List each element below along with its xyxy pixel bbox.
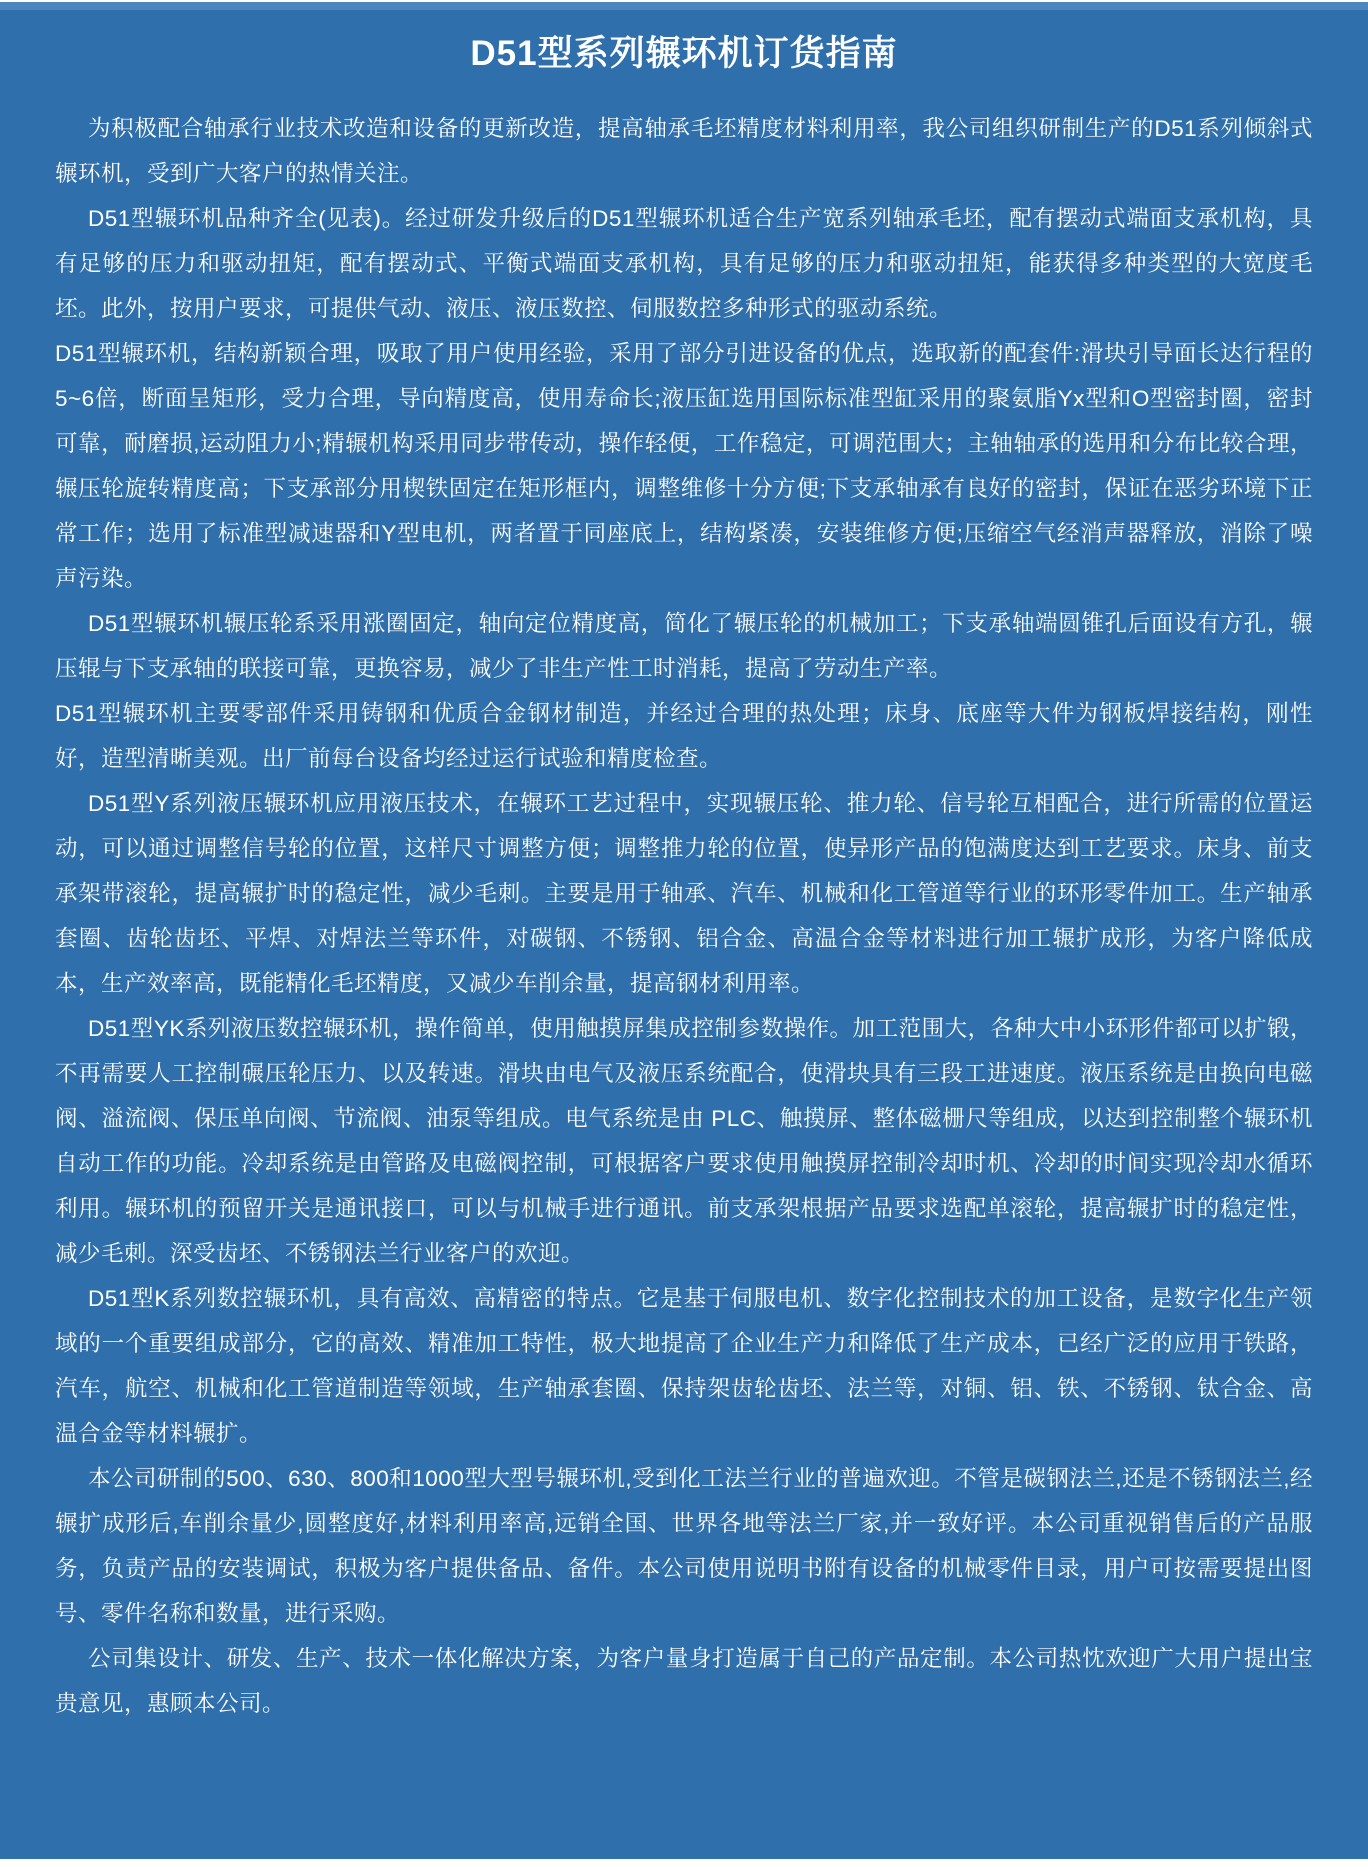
paragraph-yk-series: D51型YK系列液压数控辗环机，操作简单，使用触摸屏集成控制参数操作。加工范围大，各种大中小环形件都可以扩锻，不再需要人工控制碾压轮压力、以及转速。滑块由电气及液压系统配合，使滑块具有三段工进速度。液压系统是由换向电磁阀、溢流阀、保压单向阀、节流阀、油泵等组成。电气系统是由 PLC、触摸屏、整体磁栅尺等组成，以达到控制整个辗环机自动工作的功能。冷却系统是由管路及电磁阀控制，可根据客户要求使用触摸屏控制冷却时机、冷却的时间实现冷却水循环利用。辗环机的预留开关是通讯接口，可以与机械手进行通讯。前支承架根据产品要求选配单滚轮，提高辗扩时的稳定性，减少毛刺。深受齿坯、不锈钢法兰行业客户的欢迎。 <box>55 1016 1313 1266</box>
content-sheet <box>0 2 1368 1859</box>
page-title: D51型系列辗环机订货指南 <box>470 34 898 73</box>
top-accent-band <box>0 2 1368 10</box>
paragraph-product-range: D51型辗环机品种齐全(见表)。经过研发升级后的D51型辗环机适合生产宽系列轴承毛坯，配有摆动式端面支承机构，具有足够的压力和驱动扭矩，配有摆动式、平衡式端面支承机构，具有足够的压力和驱动扭矩，能获得多种类型的大宽度毛坯。此外，按用户要求，可提供气动、液压、液压数控、伺服数控多种形式的驱动系统。 <box>55 206 1313 321</box>
paragraph-k-series: D51型K系列数控辗环机，具有高效、高精密的特点。它是基于伺服电机、数字化控制技术的加工设备，是数字化生产领域的一个重要组成部分，它的高效、精准加工特性，极大地提高了企业生产力和降低了生产成本，已经广泛的应用于铁路，汽车，航空、机械和化工管道制造等领域，生产轴承套圈、保持架齿轮齿坯、法兰等，对铜、铝、铁、不锈钢、钛合金、高温合金等材料辗扩。 <box>55 1286 1313 1446</box>
paragraph-large-models: 本公司研制的500、630、800和1000型大型号辗环机,受到化工法兰行业的普遍欢迎。不管是碳钢法兰,还是不锈钢法兰,经辗扩成形后,车削余量少,圆整度好,材料利用率高,远销全国、世界各地等法兰厂家,并一致好评。本公司重视销售后的产品服务，负责产品的安装调试，积极为客户提供备品、备件。本公司使用说明书附有设备的机械零件目录，用户可按需要提出图号、零件名称和数量，进行采购。 <box>55 1466 1313 1626</box>
paragraph-materials: D51型辗环机主要零部件采用铸钢和优质合金钢材制造，并经过合理的热处理；床身、底座等大件为钢板焊接结构，刚性好，造型清晰美观。出厂前每台设备均经过运行试验和精度检查。 <box>55 701 1313 771</box>
paragraph-intro: 为积极配合轴承行业技术改造和设备的更新改造，提高轴承毛坯精度材料利用率，我公司组织研制生产的D51系列倾斜式辗环机，受到广大客户的热情关注。 <box>55 116 1313 186</box>
body-text <box>0 106 1368 1726</box>
paragraph-y-series: D51型Y系列液压辗环机应用液压技术，在辗环工艺过程中，实现辗压轮、推力轮、信号轮互相配合，进行所需的位置运动，可以通过调整信号轮的位置，这样尺寸调整方便；调整推力轮的位置，使异形产品的饱满度达到工艺要求。床身、前支承架带滚轮，提高辗扩时的稳定性，减少毛刺。主要是用于轴承、汽车、机械和化工管道等行业的环形零件加工。生产轴承套圈、齿轮齿坯、平焊、对焊法兰等环件，对碳钢、不锈钢、铝合金、高温合金等材料进行加工辗扩成形，为客户降低成本，生产效率高，既能精化毛坯精度，又减少车削余量，提高钢材利用率。 <box>55 791 1313 996</box>
paragraph-structure: D51型辗环机，结构新颖合理，吸取了用户使用经验，采用了部分引进设备的优点，选取新的配套件:滑块引导面长达行程的5~6倍，断面呈矩形，受力合理，导向精度高，使用寿命长;液压缸选用国际标准型缸采用的聚氨脂Yx型和O型密封圈，密封可靠，耐磨损,运动阻力小;精辗机构采用同步带传动，操作轻便，工作稳定，可调范围大；主轴轴承的选用和分布比较合理，辗压轮旋转精度高；下支承部分用楔铁固定在矩形框内，调整维修十分方便;下支承轴承有良好的密封，保证在恶劣环境下正常工作；选用了标准型减速器和Y型电机，两者置于同座底上，结构紧凑，安装维修方便;压缩空气经消声器释放，消除了噪声污染。 <box>55 341 1313 591</box>
paragraph-roller-system: D51型辗环机辗压轮系采用涨圈固定，轴向定位精度高，简化了辗压轮的机械加工；下支承轴端圆锥孔后面设有方孔，辗压辊与下支承轴的联接可靠，更换容易，减少了非生产性工时消耗，提高了劳动生产率。 <box>55 611 1313 681</box>
paragraph-closing: 公司集设计、研发、生产、技术一体化解决方案，为客户量身打造属于自己的产品定制。本公司热忱欢迎广大用户提出宝贵意见，惠顾本公司。 <box>55 1646 1313 1716</box>
